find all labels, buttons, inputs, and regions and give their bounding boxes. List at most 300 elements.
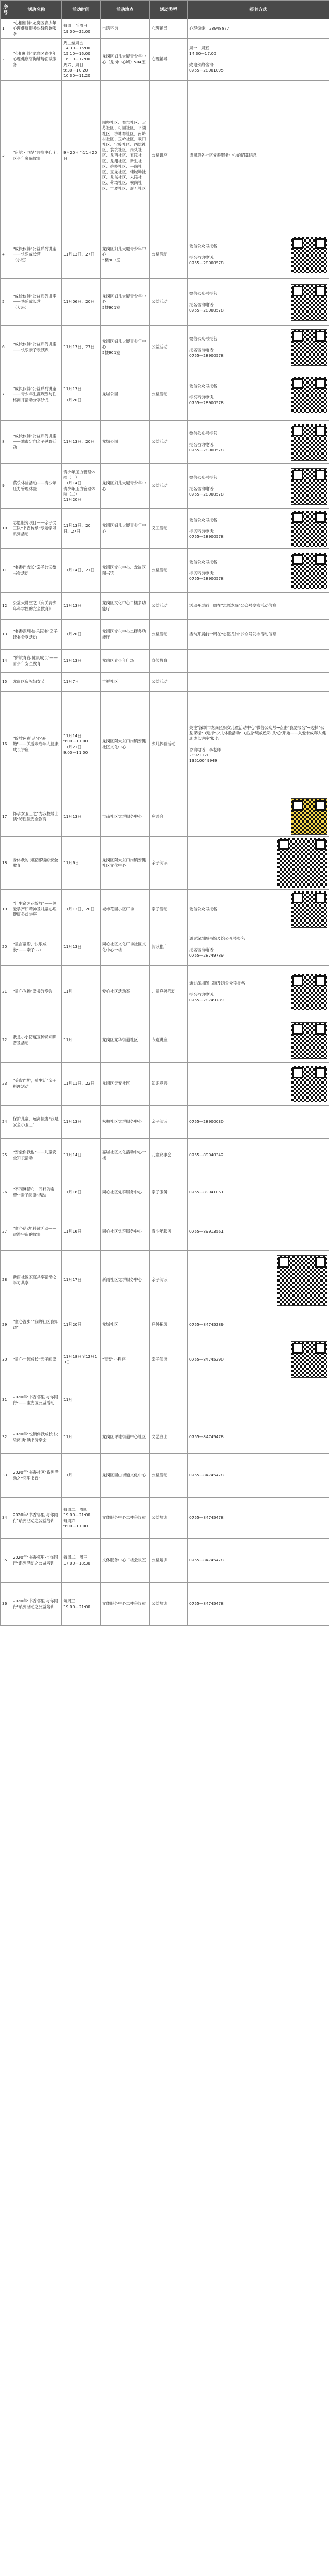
activity-place: 文体服务中心二楼会议室	[101, 1539, 150, 1583]
activity-contact	[188, 1310, 329, 1340]
contact-text: 关注"深圳市龙岗区妇女儿童活动中心"微信公众号→点击"我要报名"→选择"公益课程"→选择"少儿体验活动"→点击"绽放色彩 从'心'开始——关爱未成年人健康成长讲座"报名 咨询电话：李老师 28921120 13510049949	[189, 725, 326, 763]
activity-place: 龙岗区妇儿大厦青少年中心	[101, 464, 150, 509]
table-row	[1, 1583, 329, 1626]
activity-place: 龙岗区妇儿大厦青少年中心	[101, 509, 150, 549]
contact-text: 微信公众号报名 报名咨询电话： 0755—28900578	[189, 244, 224, 265]
activity-contact	[188, 549, 329, 593]
activity-type: 公益活动	[150, 231, 188, 279]
activity-type: 公益活动	[150, 1454, 188, 1498]
activity-contact	[188, 1213, 329, 1251]
activity-contact	[188, 673, 329, 692]
activity-place: 吉祥社区	[101, 673, 150, 692]
activity-name: 2020年"书香邻里·与你同行"——宝安区公益活动	[11, 1379, 62, 1421]
activity-name: "童心飞扬"读书分享会	[11, 966, 62, 1018]
activity-name: 2020年"书香邻里·与你同行"系列活动之公益培训	[11, 1539, 62, 1583]
row-index: 8	[1, 421, 11, 464]
activity-type: 座谈会	[150, 797, 188, 837]
contact-text: 微信公众号报名 报名咨询电话： 0755—28900578	[189, 384, 224, 405]
table-row	[1, 1340, 329, 1379]
activity-name: 2020年"书香邻里·与你同行"系列活动之公益培训	[11, 1498, 62, 1539]
activity-place: 龙岗区青少年广场	[101, 650, 150, 673]
qr-code-icon[interactable]	[291, 891, 327, 928]
table-row	[1, 837, 329, 890]
activity-name: "让生命之花绽放"——关爱孕产妇精神及儿童心理健康公益讲座	[11, 890, 62, 929]
activity-type: 知识竞答	[150, 1063, 188, 1106]
qr-code-icon[interactable]	[277, 1255, 327, 1306]
activity-type	[150, 1379, 188, 1421]
activity-name: "书香伴成长"亲子共读微书会活动	[11, 549, 62, 593]
contact-text: 0755—84745478	[189, 1558, 224, 1563]
activity-name: "美食作坊，爱生活"亲子料理活动	[11, 1063, 62, 1106]
activity-name: "绽放色彩 从'心'开始"——关爱未成年人健康成长讲座	[11, 692, 62, 797]
contact-text: 0755—28900030	[189, 1119, 224, 1124]
qr-code-icon[interactable]	[291, 1341, 327, 1378]
table-row	[1, 549, 329, 593]
activity-place: 龙岗区坪地街道中心社区	[101, 1421, 150, 1454]
table-row	[1, 1106, 329, 1139]
activity-contact	[188, 39, 329, 81]
activity-place: 龙岗区园山街道文化中心	[101, 1454, 150, 1498]
activity-place: 龙岗区阿大东口岗镇安健社区文化中心	[101, 837, 150, 890]
activity-time: 11月13日、20日	[62, 421, 101, 464]
row-index: 22	[1, 1018, 11, 1063]
table-row	[1, 1310, 329, 1340]
activity-name: "护航青春 健康成长"——青少年安全教育	[11, 650, 62, 673]
activity-place: 同心社区党群服务中心	[101, 1172, 150, 1213]
activity-place: 同心社区党群服务中心	[101, 1213, 150, 1251]
table-row	[1, 673, 329, 692]
activity-contact	[188, 19, 329, 39]
activity-type: 阅读推广	[150, 929, 188, 966]
activity-time: 11月14日 9:00—11:00 11月21日 9:00—11:00	[62, 692, 101, 797]
activity-name: 龙岗区庆祝妇女节	[11, 673, 62, 692]
activity-type: 亲子阅读	[150, 837, 188, 890]
activity-time: 11月13日	[62, 1106, 101, 1139]
row-index: 6	[1, 326, 11, 369]
activity-place: 龙岗区妇儿大厦青少年中心 5楼901室	[101, 279, 150, 326]
activity-time: 11月13日	[62, 929, 101, 966]
table-row	[1, 797, 329, 837]
activity-place: 龙岗区龙华街道社区	[101, 1018, 150, 1063]
row-index: 27	[1, 1213, 11, 1251]
table-row	[1, 509, 329, 549]
activity-contact	[188, 1498, 329, 1539]
activity-place: 龙岗区阿大东口岗镇安健社区文化中心	[101, 692, 150, 797]
table-row	[1, 890, 329, 929]
activity-name: "童心漫步""我的社区我知道"	[11, 1310, 62, 1340]
activity-time: 11月14日、21日	[62, 549, 101, 593]
activity-name: 身体我的·知家都编的安全教育	[11, 837, 62, 890]
activity-time: 11月	[62, 966, 101, 1018]
activity-type: 公益讲座	[150, 81, 188, 231]
qr-code-icon[interactable]	[291, 553, 327, 589]
activity-time: 11月13日	[62, 650, 101, 673]
table-row	[1, 81, 329, 231]
activity-contact	[188, 650, 329, 673]
table-row	[1, 966, 329, 1018]
contact-text: 活动开展前一周在"志愿龙岗"公众号发布活动信息	[189, 632, 277, 637]
row-index: 12	[1, 593, 11, 620]
activity-contact	[188, 1106, 329, 1139]
row-index: 35	[1, 1539, 11, 1583]
row-index: 15	[1, 673, 11, 692]
qr-code-icon[interactable]	[291, 424, 327, 461]
table-row	[1, 39, 329, 81]
contact-text: 0755—84745478	[189, 1515, 224, 1520]
row-index: 17	[1, 797, 11, 837]
table-row	[1, 1379, 329, 1421]
qr-code-icon[interactable]	[291, 377, 327, 413]
activity-contact	[188, 279, 329, 326]
activity-type: 公益培训	[150, 1498, 188, 1539]
activity-name: "成长伙伴"公益系列讲座——快乐成长营 （小班）	[11, 231, 62, 279]
activity-contact	[188, 1454, 329, 1498]
row-index: 18	[1, 837, 11, 890]
row-index: 13	[1, 620, 11, 650]
activity-name: "心相相伴"龙岗区青少年心理健康咨询辅导面谈服务	[11, 39, 62, 81]
activity-type: 公益活动	[150, 464, 188, 509]
contact-text: 0755—84745289	[189, 1322, 224, 1327]
activity-name: "成长伙伴"公益系列讲座——快乐亲子表演课	[11, 326, 62, 369]
table-row	[1, 650, 329, 673]
table-row	[1, 1018, 329, 1063]
activity-name: "安全你我他"——儿童安全知识活动	[11, 1139, 62, 1172]
activity-type: 心理辅导	[150, 19, 188, 39]
activity-name: 怀孕女卫士之"为我校号出演"防性侵安全教育	[11, 797, 62, 837]
activity-time: 11月13日、27日	[62, 231, 101, 279]
qr-code-icon[interactable]	[291, 329, 327, 366]
activity-time: 每周二、周三 17:00—18:30	[62, 1539, 101, 1583]
row-index: 23	[1, 1063, 11, 1106]
contact-text: 0755—84745290	[189, 1356, 224, 1362]
activity-type: 心理辅导	[150, 39, 188, 81]
activity-place: 电话咨询	[101, 19, 150, 39]
qr-code-icon[interactable]	[291, 511, 327, 547]
header-name: 活动名称	[11, 1, 62, 19]
activity-type: 亲子阅读	[150, 1251, 188, 1310]
contact-text: 0755—84745478	[189, 1434, 224, 1440]
activity-name: "书香深圳·快乐读书"亲子读书分享活动	[11, 620, 62, 650]
table-row	[1, 464, 329, 509]
activity-contact	[188, 1063, 329, 1106]
row-index: 3	[1, 81, 11, 231]
activity-place: 新雨社区党群服务中心	[101, 1251, 150, 1310]
activity-time: 11月16日	[62, 1172, 101, 1213]
header-time: 活动时间	[62, 1, 101, 19]
contact-text: 微信公众号报名 报名咨询电话： 0755—28900578	[189, 431, 224, 452]
activity-time: 11月20日	[62, 1310, 101, 1340]
activity-time: 周三至周五 14:30—15:00 15:10—16:00 16:10—17:00 周六、周日 9:30—10:20 10:30—11:20	[62, 39, 101, 81]
activity-time: 11月20日	[62, 620, 101, 650]
table-row	[1, 1539, 329, 1583]
row-index: 16	[1, 692, 11, 797]
activity-name: "心相相伴"龙岗区青少年心理健康服务热线咨询服务	[11, 19, 62, 39]
activity-place: 市南社区党群服务中心	[101, 797, 150, 837]
contact-text: 心理热线：28948877	[189, 26, 230, 31]
qr-code-icon[interactable]	[291, 974, 327, 1010]
activity-type: 宣传教育	[150, 650, 188, 673]
contact-text: 微信公众号报名	[189, 906, 217, 911]
activity-time: 11月13日、27日	[62, 326, 101, 369]
activity-contact	[188, 593, 329, 620]
activity-type: 亲子活动	[150, 890, 188, 929]
activity-type: 公益活动	[150, 279, 188, 326]
activity-place: 龙岗区妇儿大厦青少年中心 5楼901室	[101, 326, 150, 369]
activity-contact	[188, 1139, 329, 1172]
row-index: 7	[1, 369, 11, 421]
activity-name: 公益大讲堂之《有关青少年科学性的安全教育》	[11, 593, 62, 620]
activity-contact	[188, 1421, 329, 1454]
row-index: 2	[1, 39, 11, 81]
activity-place: 爱心社区活动室	[101, 966, 150, 1018]
qr-code-icon[interactable]	[291, 1066, 327, 1102]
activity-name: 志愿服务项目——亲子义工队"书香传承"专题学习系列活动	[11, 509, 62, 549]
row-index: 10	[1, 509, 11, 549]
activity-type: 少儿体验活动	[150, 692, 188, 797]
activity-time: 11月13日	[62, 797, 101, 837]
activity-time: 11月16日	[62, 1213, 101, 1251]
table-row	[1, 1139, 329, 1172]
row-index: 29	[1, 1310, 11, 1340]
contact-text: 0755—89913561	[189, 1229, 224, 1234]
activity-name: "童心一起成长"亲子阅读	[11, 1340, 62, 1379]
activity-place: 文体服务中心二楼会议室	[101, 1498, 150, 1539]
activity-time: 11月13日、20日	[62, 890, 101, 929]
activity-contact	[188, 620, 329, 650]
table-row	[1, 1213, 329, 1251]
contact-text: 微信公众号报名 报名咨询电话： 0755—28900578	[189, 518, 224, 539]
activity-contact	[188, 326, 329, 369]
activity-time: 11月6日	[62, 837, 101, 890]
activity-name: "成长伙伴"公益系列讲座——青少年生涯规划与性格测评活动分享沙龙	[11, 369, 62, 421]
activity-name: "童言童语，快乐成长"——亲子S2T	[11, 929, 62, 966]
activity-contact	[188, 1379, 329, 1421]
table-row	[1, 279, 329, 326]
activity-place: 园岭社区、布吉社区、大芬社区、可园社区、平湖社区、沙塘布社区、南岭村社区、玉岭社区、坂田社区、宝岭社区、西坑社区、翁坑社区、岗头社区、龙西社区、五联社区、龙翔社区、新生社区、碧岭社区、平岗社区、宝龙社区、辅城坳社区、龙东社区、六联社区、荷坳社区、横岗社区、吉厦社区、屏五社区	[101, 81, 150, 231]
activity-place: 同心社区文化广场社区文化中心一楼	[101, 929, 150, 966]
table-row	[1, 692, 329, 797]
activity-time: 11月13日 11月20日	[62, 369, 101, 421]
activity-type: 义工活动	[150, 509, 188, 549]
contact-text: 微信公众号报名 报名咨询电话： 0755—28900578	[189, 475, 224, 497]
activity-name: "启航・同梦"阿拉中心·社区少年家庭故事	[11, 81, 62, 231]
activity-time: 11月	[62, 1018, 101, 1063]
row-index: 9	[1, 464, 11, 509]
activity-time: 11月13日、20日、27日	[62, 509, 101, 549]
activity-contact	[188, 1172, 329, 1213]
activity-time: 11月13日	[62, 593, 101, 620]
table-row	[1, 1498, 329, 1539]
activity-time: 每周一至周日 19:00—22:00	[62, 19, 101, 39]
activity-place: 嘉城社区文化活动中心一楼	[101, 1139, 150, 1172]
activity-contact	[188, 1251, 329, 1310]
row-index: 32	[1, 1421, 11, 1454]
row-index: 26	[1, 1172, 11, 1213]
activity-contact	[188, 1539, 329, 1583]
activity-type: 公益活动	[150, 326, 188, 369]
qr-code-icon[interactable]	[291, 1022, 327, 1059]
activity-place: 龙岗区文化中心、龙岗区图书馆	[101, 549, 150, 593]
row-index: 34	[1, 1498, 11, 1539]
row-index: 24	[1, 1106, 11, 1139]
contact-text: 周一、周五 14:30—17:00 致电预约咨询： 0755—28901095	[189, 45, 224, 73]
activity-place: 龙城公园	[101, 369, 150, 421]
table-row	[1, 593, 329, 620]
row-index: 1	[1, 19, 11, 39]
contact-text: 0755—89940342	[189, 1152, 224, 1158]
activity-name: 保护儿童，远离侵害"我是安全小卫士"	[11, 1106, 62, 1139]
activity-place: "宝泰"小程序	[101, 1340, 150, 1379]
activity-contact	[188, 509, 329, 549]
contact-text: 微信公众号报名 报名咨询电话： 0755—28900578	[189, 291, 224, 313]
row-index: 31	[1, 1379, 11, 1421]
contact-text: 通过深圳图书馆及馆公众号报名 报名咨询电话： 0755—28749789	[189, 981, 245, 1002]
header-index: 序号	[1, 1, 11, 19]
activity-place: 文体服务中心二楼会议室	[101, 1583, 150, 1626]
table-row	[1, 1251, 329, 1310]
activity-contact	[188, 1340, 329, 1379]
activity-type: 公益活动	[150, 593, 188, 620]
activity-time: 11月7日	[62, 673, 101, 692]
activity-type: 儿童户外活动	[150, 966, 188, 1018]
activity-time: 11月	[62, 1421, 101, 1454]
row-index: 28	[1, 1251, 11, 1310]
table-row	[1, 929, 329, 966]
qr-code-icon[interactable]	[291, 284, 327, 321]
contact-text: 微信公众号报名 报名咨询电话： 0755—28900578	[189, 560, 224, 581]
activity-time: 11月18日至12月13日	[62, 1340, 101, 1379]
activity-time: 11月	[62, 1379, 101, 1421]
activity-name: "成长伙伴"公益系列讲座——快乐成长营 （大班）	[11, 279, 62, 326]
activity-type: 儿童议事会	[150, 1139, 188, 1172]
activity-time: 青少年压力管理体验（一） 11月14日 青少年压力管理体验（二） 11月20日	[62, 464, 101, 509]
row-index: 5	[1, 279, 11, 326]
activity-type: 公益活动	[150, 620, 188, 650]
activity-time: 11月06日、20日	[62, 279, 101, 326]
activity-type: 公益活动	[150, 549, 188, 593]
activity-contact	[188, 464, 329, 509]
table-row	[1, 326, 329, 369]
activity-place: 龙城公园	[101, 421, 150, 464]
row-index: 19	[1, 890, 11, 929]
activity-name: 2020年"悦读伴我成长·快乐阅读"读书分享会	[11, 1421, 62, 1454]
contact-text: 通过深圳图书馆及馆公众号报名 报名咨询电话： 0755—28749789	[189, 936, 245, 958]
activity-type: 青少年服务	[150, 1213, 188, 1251]
activity-time: 11月	[62, 1454, 101, 1498]
activity-time: 每周三 19:00—21:00	[62, 1583, 101, 1626]
activity-contact	[188, 966, 329, 1018]
row-index: 21	[1, 966, 11, 1018]
activity-place: 龙岗区妇儿大厦青少年中心（龙岗中心城）504室	[101, 39, 150, 81]
activity-name: 2020年"书香社区"系列活动之"邻里书香"	[11, 1454, 62, 1498]
contact-text: 请留意各社区党群服务中心的招募信息	[189, 153, 257, 158]
header-contact: 报名方式	[188, 1, 329, 19]
activity-contact	[188, 421, 329, 464]
activity-place	[101, 1379, 150, 1421]
activity-place: 城市花园小区广场	[101, 890, 150, 929]
activity-contact	[188, 890, 329, 929]
qr-code-icon[interactable]	[291, 468, 327, 505]
activity-name: 我是小小防疫宣传员知识普及活动	[11, 1018, 62, 1063]
table-header-row	[1, 1, 329, 19]
table-row	[1, 369, 329, 421]
contact-text: 活动开展前一周在"志愿龙岗"公众号发布活动信息	[189, 603, 277, 608]
activity-contact	[188, 929, 329, 966]
activity-type: 亲子阅读	[150, 1106, 188, 1139]
qr-code-icon[interactable]	[291, 798, 327, 835]
row-index: 14	[1, 650, 11, 673]
activity-contact	[188, 837, 329, 890]
activity-name: "不同感情心，同样的希望""亲子阅读"活动	[11, 1172, 62, 1213]
contact-text: 0755—84745478	[189, 1473, 224, 1478]
activity-place: 龙城社区	[101, 1310, 150, 1340]
activity-type: 公益活动	[150, 673, 188, 692]
qr-code-icon[interactable]	[277, 838, 327, 888]
activity-name: 新雨社区家庭共享活动之学习共享	[11, 1251, 62, 1310]
row-index: 25	[1, 1139, 11, 1172]
row-index: 33	[1, 1454, 11, 1498]
activity-contact	[188, 369, 329, 421]
activity-type: 户外拓展	[150, 1310, 188, 1340]
activity-contact	[188, 1583, 329, 1626]
row-index: 20	[1, 929, 11, 966]
activity-contact	[188, 692, 329, 797]
activity-type: 公益活动	[150, 421, 188, 464]
activity-place: 龙岗区妇儿大厦青少年中心 5楼903室	[101, 231, 150, 279]
activity-time: 11月17日	[62, 1251, 101, 1310]
activity-type: 亲子服务	[150, 1172, 188, 1213]
row-index: 36	[1, 1583, 11, 1626]
table-row	[1, 1172, 329, 1213]
activity-type: 文艺演出	[150, 1421, 188, 1454]
activity-contact	[188, 81, 329, 231]
activity-type: 亲子阅读	[150, 1340, 188, 1379]
row-index: 30	[1, 1340, 11, 1379]
activity-place: 龙岗区文化中心二楼多功能厅	[101, 593, 150, 620]
activity-name: 2020年"书香邻里·与你同行"系列活动之公益培训	[11, 1583, 62, 1626]
table-row	[1, 231, 329, 279]
activity-place: 龙岗区天安社区	[101, 1063, 150, 1106]
activity-contact	[188, 1018, 329, 1063]
header-place: 活动地点	[101, 1, 150, 19]
table-row	[1, 620, 329, 650]
activity-type: 专题讲座	[150, 1018, 188, 1063]
activity-contact	[188, 231, 329, 279]
table-row	[1, 19, 329, 39]
activity-time: 每周二、周四 19:00—21:00 每周六 9:00—11:00	[62, 1498, 101, 1539]
row-index: 4	[1, 231, 11, 279]
table-row	[1, 1421, 329, 1454]
activity-time: 11月14日	[62, 1139, 101, 1172]
activity-name: 莫乐体验活动——青少年压力管理体验	[11, 464, 62, 509]
activity-type: 公益培训	[150, 1539, 188, 1583]
qr-code-icon[interactable]	[291, 237, 327, 273]
table-row	[1, 1454, 329, 1498]
activity-name: "成长伙伴"公益系列讲座——城市定向亲子越野活动	[11, 421, 62, 464]
header-type: 活动类型	[150, 1, 188, 19]
activity-type: 公益培训	[150, 1583, 188, 1626]
contact-text: 0755—84745478	[189, 1601, 224, 1607]
activity-time: 9月20日至11月20日	[62, 81, 101, 231]
activity-type: 公益活动	[150, 369, 188, 421]
activity-name: "童心萌动"科普活动——遨游宇宙的故事	[11, 1213, 62, 1251]
contact-text: 微信公众号报名 报名咨询电话： 0755—28900578	[189, 336, 224, 358]
contact-text: 0755—89941061	[189, 1190, 224, 1195]
activity-place: 龙岗区文化中心二楼多功能厅	[101, 620, 150, 650]
activity-time: 11月11日、22日	[62, 1063, 101, 1106]
row-index: 11	[1, 549, 11, 593]
table-row	[1, 421, 329, 464]
